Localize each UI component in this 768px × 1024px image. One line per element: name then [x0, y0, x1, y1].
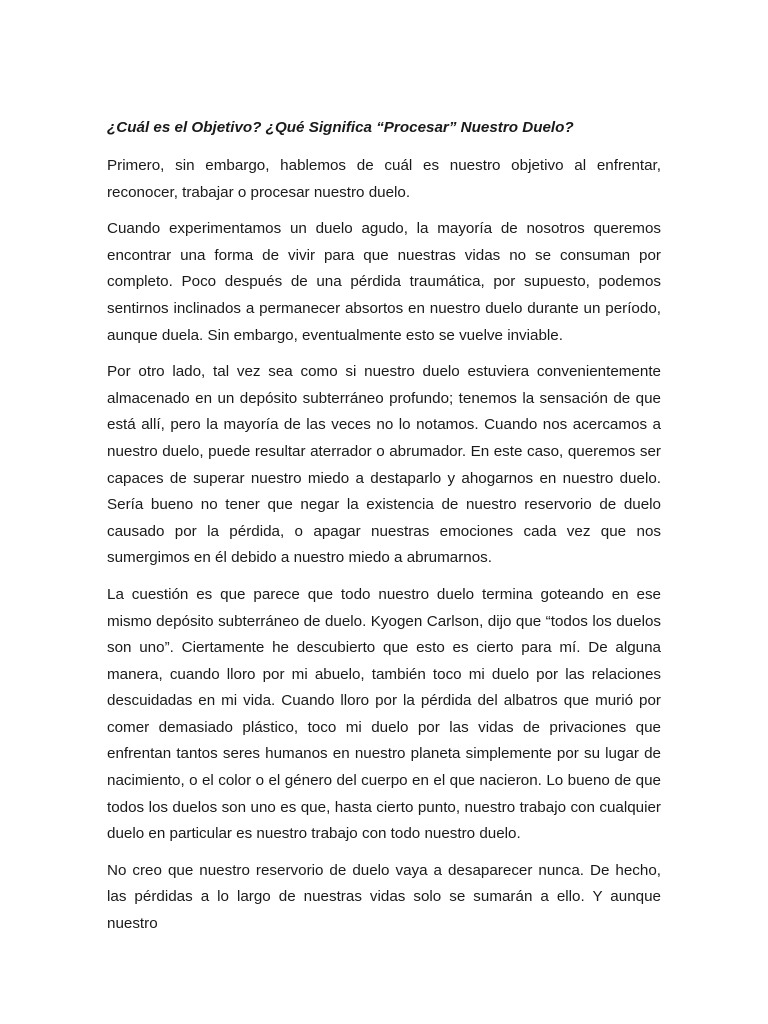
paragraph-1: Primero, sin embargo, hablemos de cuál es nuestro objetivo al enfrentar, reconocer, trabajar o procesar nuestro duelo.	[107, 157, 661, 201]
section-heading: ¿Cuál es el Objetivo? ¿Qué Significa “Procesar” Nuestro Duelo?	[107, 119, 574, 136]
paragraph-5: No creo que nuestro reservorio de duelo vaya a desaparecer nunca. De hecho, las pérdidas a lo largo de nuestras vidas solo se sumarán a ello. Y aunque nuestro	[107, 861, 661, 933]
document-body	[107, 117, 661, 948]
paragraph-4: La cuestión es que parece que todo nuestro duelo termina goteando en ese mismo depósito subterráneo de duelo. Kyogen Carlson, dijo que “todos los duelos son uno”. Ciertamente he descubierto que esto es cierto para mí. De alguna manera, cuando lloro por mi abuelo, también toco mi duelo por las relaciones descuidadas en mi vida. Cuando lloro por la pérdida del albatros que murió por comer demasiado plástico, toco mi duelo por las vidas de privaciones que enfrentan tantos seres humanos en nuestro planeta simplemente por su lugar de nacimiento, o el color o el género del cuerpo en el que nacieron. Lo bueno de que todos los duelos son uno es que, hasta cierto punto, nuestro trabajo con cualquier duelo en particular es nuestro trabajo con todo nuestro duelo.	[107, 585, 661, 843]
paragraph-2: Cuando experimentamos un duelo agudo, la mayoría de nosotros queremos encontrar una forma de vivir para que nuestras vidas no se consuman por completo. Poco después de una pérdida traumática, por supuesto, podemos sentirnos inclinados a permanecer absortos en nuestro duelo durante un período, aunque duela. Sin embargo, eventualmente esto se vuelve inviable.	[107, 220, 661, 344]
paragraph-3: Por otro lado, tal vez sea como si nuestro duelo estuviera convenientemente almacenado en un depósito subterráneo profundo; tenemos la sensación de que está allí, pero la mayoría de las veces no lo notamos. Cuando nos acercamos a nuestro duelo, puede resultar aterrador o abrumador. En este caso, queremos ser capaces de superar nuestro miedo a destaparlo y ahogarnos en nuestro duelo. Sería bueno no tener que negar la existencia de nuestro reservorio de duelo causado por la pérdida, o apagar nuestras emociones cada vez que nos sumergimos en él debido a nuestro miedo a abrumarnos.	[107, 363, 661, 567]
